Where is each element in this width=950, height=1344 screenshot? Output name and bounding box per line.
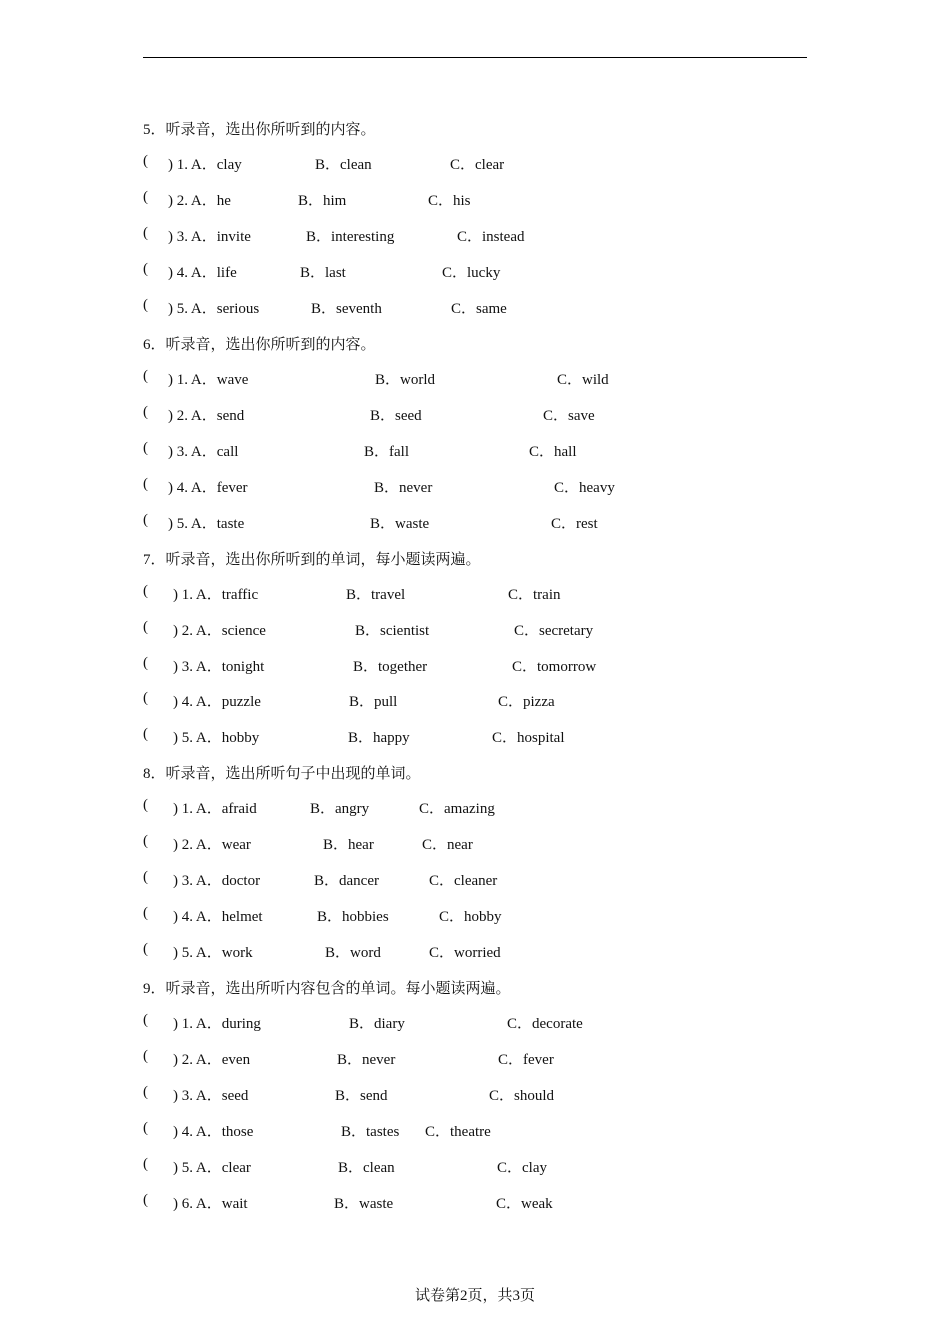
option-b: B．waste	[334, 1196, 394, 1212]
option-a: ) 5. A．taste	[168, 516, 245, 532]
answer-bracket: (	[143, 297, 148, 313]
answer-bracket: (	[143, 619, 148, 635]
option-b: B．last	[300, 265, 346, 281]
option-a: ) 1. A．wave	[168, 372, 249, 388]
option-b: B．happy	[348, 730, 410, 746]
option-a: ) 4. A．fever	[168, 480, 248, 496]
option-a: ) 5. A．hobby	[173, 730, 260, 746]
option-c: C．cleaner	[429, 873, 498, 889]
option-a: ) 3. A．tonight	[173, 659, 265, 675]
option-b: B．send	[335, 1088, 388, 1104]
option-a: ) 1. A．clay	[168, 157, 242, 173]
option-c: C．should	[489, 1088, 555, 1104]
option-c: C．instead	[457, 229, 525, 245]
answer-bracket: (	[143, 1048, 148, 1064]
option-c: C．theatre	[425, 1124, 491, 1140]
option-a: ) 1. A．traffic	[173, 587, 259, 603]
answer-bracket: (	[143, 225, 148, 241]
option-b: B．him	[298, 193, 347, 209]
option-c: C．heavy	[554, 480, 615, 496]
option-c: C．hall	[529, 444, 577, 460]
option-c: C．tomorrow	[512, 659, 597, 675]
option-c: C．amazing	[419, 801, 495, 817]
answer-bracket: (	[143, 1012, 148, 1028]
option-b: B．tastes	[341, 1124, 400, 1140]
option-b: B．interesting	[306, 229, 395, 245]
answer-bracket: (	[143, 512, 148, 528]
option-c: C．fever	[498, 1052, 554, 1068]
answer-bracket: (	[143, 1120, 148, 1136]
option-a: ) 4. A．puzzle	[173, 694, 261, 710]
option-b: B．seed	[370, 408, 422, 424]
option-a: ) 3. A．doctor	[173, 873, 261, 889]
answer-bracket: (	[143, 655, 148, 671]
option-b: B．waste	[370, 516, 430, 532]
option-b: B．fall	[364, 444, 409, 460]
question-9-heading: 9．听录音，选出所听内容包含的单词。每小题读两遍。	[143, 981, 511, 997]
question-6-heading: 6．听录音，选出你所听到的内容。	[143, 337, 376, 353]
option-c: C．save	[543, 408, 595, 424]
option-b: B．seventh	[311, 301, 382, 317]
option-c: C．clear	[450, 157, 505, 173]
option-a: ) 3. A．call	[168, 444, 239, 460]
answer-bracket: (	[143, 476, 148, 492]
option-c: C．hobby	[439, 909, 502, 925]
option-c: C．decorate	[507, 1016, 583, 1032]
option-a: ) 6. A．wait	[173, 1196, 248, 1212]
answer-bracket: (	[143, 189, 148, 205]
option-b: B．clean	[315, 157, 372, 173]
answer-bracket: (	[143, 440, 148, 456]
option-b: B．word	[325, 945, 381, 961]
option-c: C．clay	[497, 1160, 547, 1176]
question-5-heading: 5．听录音，选出你所听到的内容。	[143, 122, 376, 138]
option-c: C．train	[508, 587, 561, 603]
option-b: B．world	[375, 372, 436, 388]
option-b: B．hear	[323, 837, 374, 853]
option-c: C．near	[422, 837, 473, 853]
answer-bracket: (	[143, 905, 148, 921]
option-a: ) 4. A．helmet	[173, 909, 263, 925]
answer-bracket: (	[143, 153, 148, 169]
answer-bracket: (	[143, 261, 148, 277]
answer-bracket: (	[143, 726, 148, 742]
answer-bracket: (	[143, 1192, 148, 1208]
option-b: B．travel	[346, 587, 406, 603]
option-a: ) 5. A．work	[173, 945, 253, 961]
answer-bracket: (	[143, 797, 148, 813]
answer-bracket: (	[143, 833, 148, 849]
option-b: B．pull	[349, 694, 398, 710]
option-c: C．his	[428, 193, 471, 209]
option-a: ) 3. A．seed	[173, 1088, 249, 1104]
option-c: C．same	[451, 301, 507, 317]
option-c: C．lucky	[442, 265, 501, 281]
option-a: ) 2. A．science	[173, 623, 266, 639]
option-a: ) 5. A．serious	[168, 301, 260, 317]
option-a: ) 2. A．wear	[173, 837, 251, 853]
option-c: C．wild	[557, 372, 609, 388]
option-a: ) 1. A．during	[173, 1016, 261, 1032]
answer-bracket: (	[143, 690, 148, 706]
option-a: ) 3. A．invite	[168, 229, 251, 245]
answer-bracket: (	[143, 941, 148, 957]
answer-bracket: (	[143, 1084, 148, 1100]
option-a: ) 4. A．those	[173, 1124, 254, 1140]
option-b: B．scientist	[355, 623, 430, 639]
option-b: B．hobbies	[317, 909, 389, 925]
option-b: B．together	[353, 659, 428, 675]
option-b: B．clean	[338, 1160, 395, 1176]
option-c: C．worried	[429, 945, 501, 961]
question-8-heading: 8．听录音，选出所听句子中出现的单词。	[143, 766, 421, 782]
option-b: B．angry	[310, 801, 370, 817]
option-c: C．weak	[496, 1196, 553, 1212]
option-c: C．secretary	[514, 623, 594, 639]
answer-bracket: (	[143, 583, 148, 599]
option-a: ) 2. A．even	[173, 1052, 251, 1068]
option-c: C．rest	[551, 516, 598, 532]
page-footer: 试卷第2页，共3页	[414, 1288, 535, 1304]
option-c: C．pizza	[498, 694, 555, 710]
header-rule	[143, 57, 807, 58]
option-b: B．dancer	[314, 873, 379, 889]
answer-bracket: (	[143, 368, 148, 384]
answer-bracket: (	[143, 404, 148, 420]
option-c: C．hospital	[492, 730, 565, 746]
question-7-heading: 7．听录音，选出你所听到的单词，每小题读两遍。	[143, 552, 481, 568]
option-a: ) 4. A．life	[168, 265, 237, 281]
option-a: ) 2. A．he	[168, 193, 231, 209]
answer-bracket: (	[143, 1156, 148, 1172]
answer-bracket: (	[143, 869, 148, 885]
option-a: ) 2. A．send	[168, 408, 245, 424]
option-a: ) 5. A．clear	[173, 1160, 251, 1176]
option-a: ) 1. A．afraid	[173, 801, 257, 817]
option-b: B．never	[337, 1052, 396, 1068]
option-b: B．never	[374, 480, 433, 496]
option-b: B．diary	[349, 1016, 405, 1032]
